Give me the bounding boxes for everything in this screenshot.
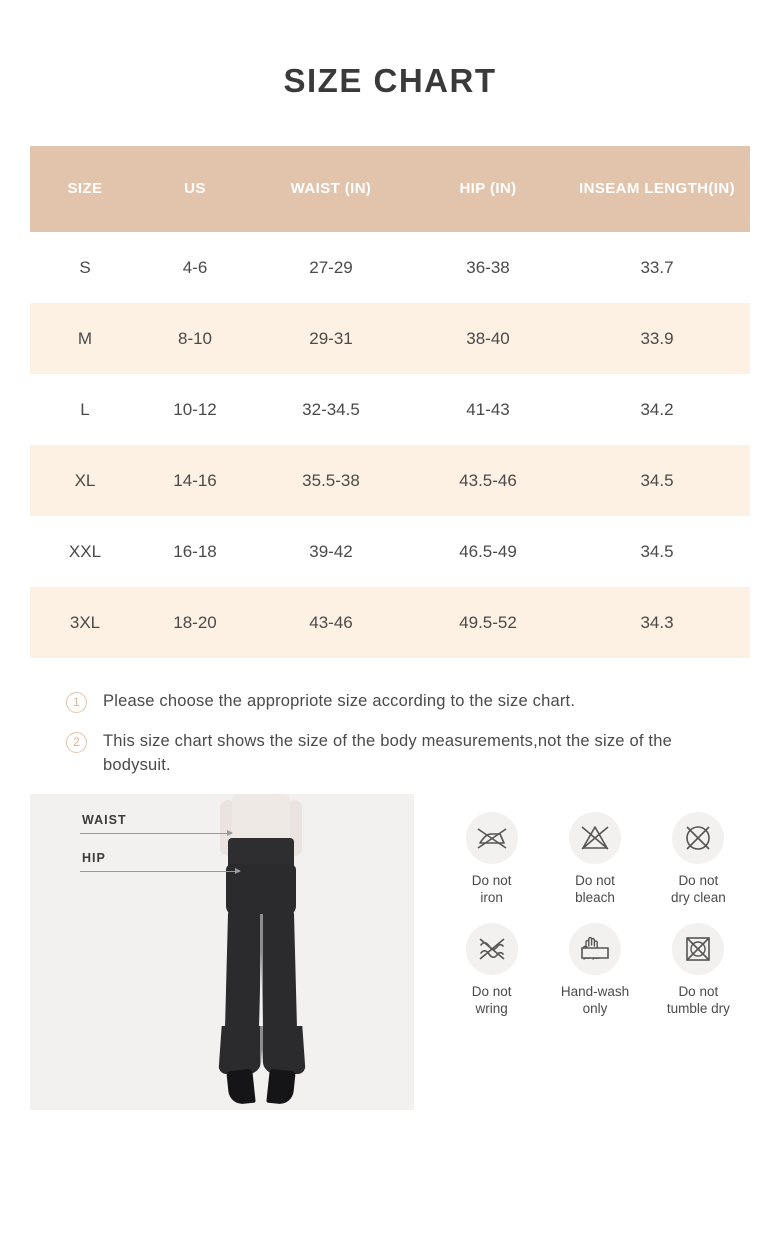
hip-pointer-line <box>80 871 240 872</box>
page-title: SIZE CHART <box>283 62 497 99</box>
do-not-iron-icon <box>466 812 518 864</box>
column-header-inseam: INSEAM LENGTH(IN) <box>564 146 750 232</box>
table-row <box>30 303 750 374</box>
measurement-figure <box>30 794 414 1110</box>
cell-us: 16-18 <box>140 516 250 587</box>
care-label: Do not tumble dry <box>666 983 730 1017</box>
cell-hip: 43.5-46 <box>412 445 564 516</box>
cell-hip: 49.5-52 <box>412 587 564 658</box>
notes-list <box>30 690 750 778</box>
cell-us: 14-16 <box>140 445 250 516</box>
column-header-size: SIZE <box>30 146 140 232</box>
cell-us: 4-6 <box>140 232 250 303</box>
size-chart-page <box>0 62 780 1258</box>
cell-inseam: 34.2 <box>564 374 750 445</box>
model-illustration <box>198 794 328 1110</box>
table-row <box>30 232 750 303</box>
cell-inseam: 34.3 <box>564 587 750 658</box>
cell-waist: 39-42 <box>250 516 412 587</box>
cell-us: 8-10 <box>140 303 250 374</box>
table-row <box>30 445 750 516</box>
size-chart-table <box>30 146 750 658</box>
waist-pointer-line <box>80 833 232 834</box>
cell-size: 3XL <box>30 587 140 658</box>
cell-waist: 27-29 <box>250 232 412 303</box>
care-label: Do not bleach <box>575 872 615 906</box>
do-not-dry-clean-icon <box>672 812 724 864</box>
note-text: This size chart shows the size of the body measurements,not the size of the bodysuit. <box>103 731 672 774</box>
waist-label: WAIST <box>82 812 127 827</box>
cell-inseam: 33.9 <box>564 303 750 374</box>
cell-size: L <box>30 374 140 445</box>
hand-wash-only-icon <box>569 923 621 975</box>
do-not-wring-icon <box>466 923 518 975</box>
cell-waist: 29-31 <box>250 303 412 374</box>
cell-inseam: 34.5 <box>564 445 750 516</box>
cell-waist: 35.5-38 <box>250 445 412 516</box>
care-label: Do not wring <box>471 983 512 1017</box>
note-number: 1 <box>66 692 87 713</box>
cell-size: XXL <box>30 516 140 587</box>
note-item <box>66 690 730 714</box>
cell-inseam: 33.7 <box>564 232 750 303</box>
cell-waist: 32-34.5 <box>250 374 412 445</box>
model-shoe-right <box>266 1068 295 1105</box>
care-item-do-not-dry-clean <box>647 812 750 907</box>
care-item-do-not-iron <box>440 812 543 907</box>
model-flare-right <box>260 1026 305 1074</box>
column-header-waist: WAIST (IN) <box>250 146 412 232</box>
cell-size: XL <box>30 445 140 516</box>
table-row <box>30 587 750 658</box>
do-not-tumble-dry-icon <box>672 923 724 975</box>
cell-us: 18-20 <box>140 587 250 658</box>
cell-hip: 38-40 <box>412 303 564 374</box>
care-item-do-not-bleach <box>543 812 646 907</box>
table-row <box>30 374 750 445</box>
cell-hip: 46.5-49 <box>412 516 564 587</box>
table-body <box>30 232 750 658</box>
table-row <box>30 516 750 587</box>
table-header <box>30 146 750 232</box>
model-shoe-left <box>226 1068 255 1105</box>
cell-inseam: 34.5 <box>564 516 750 587</box>
care-item-do-not-wring <box>440 923 543 1018</box>
bottom-section <box>30 794 750 1110</box>
model-torso <box>232 794 290 842</box>
care-label: Do not dry clean <box>670 872 726 906</box>
cell-waist: 43-46 <box>250 587 412 658</box>
care-label: Hand-wash only <box>560 983 630 1017</box>
care-item-hand-wash-only <box>543 923 646 1018</box>
cell-size: S <box>30 232 140 303</box>
table-header-row <box>30 146 750 232</box>
cell-size: M <box>30 303 140 374</box>
model-flare-left <box>218 1026 263 1074</box>
model-leg-gap <box>260 914 263 1074</box>
cell-us: 10-12 <box>140 374 250 445</box>
care-symbols-grid <box>414 794 750 1018</box>
note-item <box>66 730 730 778</box>
column-header-us: US <box>140 146 250 232</box>
cell-hip: 41-43 <box>412 374 564 445</box>
hip-label: HIP <box>82 850 106 865</box>
column-header-hip: HIP (IN) <box>412 146 564 232</box>
care-label: Do not iron <box>471 872 512 906</box>
cell-hip: 36-38 <box>412 232 564 303</box>
note-number: 2 <box>66 732 87 753</box>
care-item-do-not-tumble-dry <box>647 923 750 1018</box>
do-not-bleach-icon <box>569 812 621 864</box>
note-text: Please choose the appropriote size according to the size chart. <box>103 692 576 710</box>
